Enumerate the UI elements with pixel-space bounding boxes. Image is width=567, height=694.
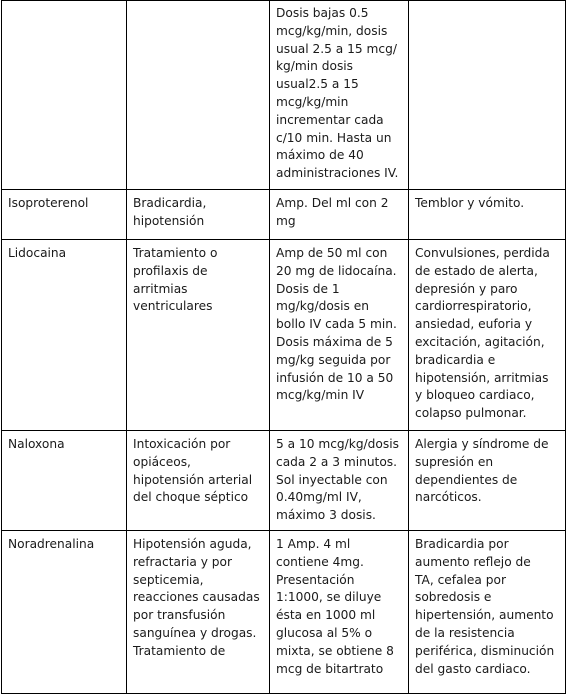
side-effects-cell: Alergia y síndrome de supresión en dependientes de narcóticos. xyxy=(409,431,566,531)
dose-cell: 5 a 10 mcg/kg/dosis cada 2 a 3 minutos. Sol inyectable con 0.40mg/ml IV, máximo 3 dosis. xyxy=(270,431,409,531)
table-row xyxy=(2,190,566,240)
side-effects-cell: Convulsiones, perdida de estado de alerta, depresión y paro cardiorrespiratorio, ansiedad, euforia y excitación, agitación, bradicardia e hipotensión, arritmias y bloqueo cardiaco, colapso pulmonar. xyxy=(409,240,566,431)
drug-name-cell: Noradrenalina xyxy=(2,531,127,694)
dose-cell: Amp. Del ml con 2 mg xyxy=(270,190,409,240)
table-row xyxy=(2,240,566,431)
dose-cell: Amp de 50 ml con 20 mg de lidocaína. Dosis de 1 mg/kg/dosis en bollo IV cada 5 min. Dosis máxima de 5 mg/kg seguida por infusión de 10 a 50 mcg/kg/min IV xyxy=(270,240,409,431)
table-row xyxy=(2,531,566,694)
indication-cell: Bradicardia, hipotensión xyxy=(127,190,270,240)
table-row xyxy=(2,431,566,531)
drug-table xyxy=(1,0,566,694)
drug-name-cell: Lidocaina xyxy=(2,240,127,431)
indication-cell xyxy=(127,1,270,190)
side-effects-cell xyxy=(409,1,566,190)
indication-cell: Hipotensión aguda, refractaria y por septicemia, reacciones causadas por transfusión sanguínea y drogas. Tratamiento de xyxy=(127,531,270,694)
drug-name-cell xyxy=(2,1,127,190)
side-effects-cell: Bradicardia por aumento reflejo de TA, cefalea por sobredosis e hipertensión, aumento de la resistencia periférica, disminución del gasto cardiaco. xyxy=(409,531,566,694)
side-effects-cell: Temblor y vómito. xyxy=(409,190,566,240)
table-row xyxy=(2,1,566,190)
dose-cell: Dosis bajas 0.5 mcg/kg/min, dosis usual 2.5 a 15 mcg/ kg/min dosis usual2.5 a 15 mcg/kg/min incrementar cada c/10 min. Hasta un máximo de 40 administraciones IV. xyxy=(270,1,409,190)
drug-name-cell: Isoproterenol xyxy=(2,190,127,240)
indication-cell: Intoxicación por opiáceos, hipotensión arterial del choque séptico xyxy=(127,431,270,531)
drug-name-cell: Naloxona xyxy=(2,431,127,531)
dose-cell: 1 Amp. 4 ml contiene 4mg. Presentación 1:1000, se diluye ésta en 1000 ml glucosa al 5% o mixta, se obtiene 8 mcg de bitartrato xyxy=(270,531,409,694)
indication-cell: Tratamiento o profilaxis de arritmias ventriculares xyxy=(127,240,270,431)
